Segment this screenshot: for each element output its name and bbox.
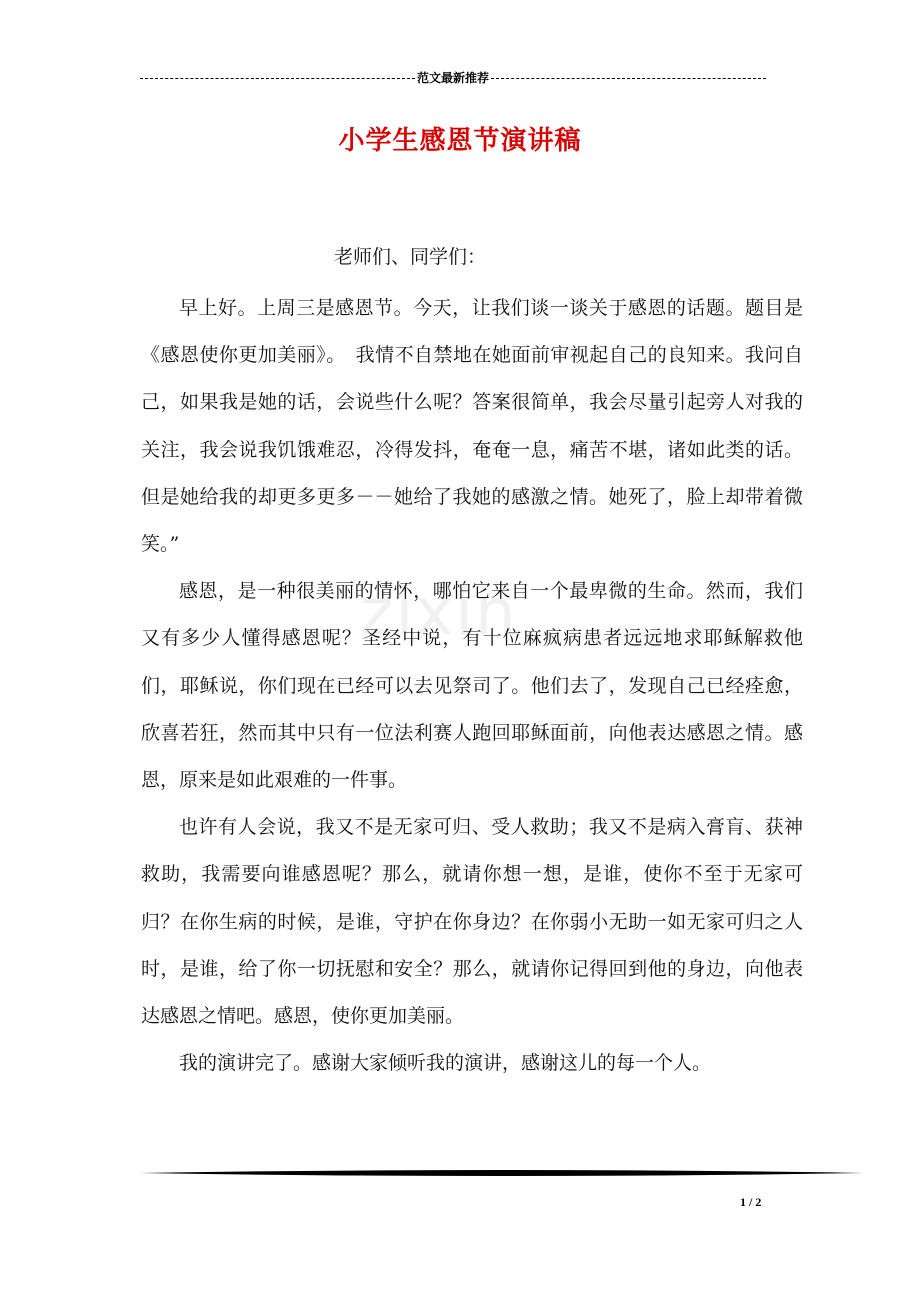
footer-rule	[140, 1168, 864, 1178]
document-body	[141, 285, 803, 1087]
header-label: 范文最新推荐	[417, 70, 490, 85]
page-number: 1 / 2	[740, 1195, 762, 1209]
header-dash-right	[491, 78, 766, 79]
page-header	[140, 66, 766, 88]
document-title: 小学生感恩节演讲稿	[338, 126, 582, 156]
paragraph-2: 感恩，是一种很美丽的情怀，哪怕它来自一个最卑微的生命。然而，我们又有多少人懂得感恩呢？圣经中说，有十位麻疯病患者远远地求耶稣解救他们，耶稣说，你们现在已经可以去见祭司了。他们去了，发现自己已经痊愈，欣喜若狂，然而其中只有一位法利赛人跑回耶稣面前，向他表达感恩之情。感恩，原来是如此艰难的一件事。	[141, 580, 803, 792]
header-dash-left	[140, 78, 415, 79]
watermark: zixin	[360, 576, 518, 650]
greeting: 老师们、同学们：	[334, 246, 487, 268]
paragraph-3: 也许有人会说，我又不是无家可归、受人救助；我又不是病入膏肓、获神救助，我需要向谁感恩呢？那么，就请你想一想，是谁，使你不至于无家可归？在你生病的时候，是谁，守护在你身边？在你弱小无助一如无家可归之人时，是谁，给了你一切抚慰和安全？那么，就请你记得回到他的身边，向他表达感恩之情吧。感恩，使你更加美丽。	[141, 816, 803, 1028]
paragraph-1: 早上好。上周三是感恩节。今天，让我们谈一谈关于感恩的话题。题目是《感恩使你更加美丽》。 我情不自禁地在她面前审视起自己的良知来。我问自己，如果我是她的话，会说些什么呢？答案很简单，我会尽量引起旁人对我的关注，我会说我饥饿难忍，冷得发抖，奄奄一息，痛苦不堪，诸如此类的话。但是她给我的却更多更多－－她给了我她的感激之情。她死了，脸上却带着微笑。”	[141, 297, 803, 556]
paragraph-4: 我的演讲完了。感谢大家倾听我的演讲，感谢这儿的每一个人。	[179, 1052, 712, 1075]
